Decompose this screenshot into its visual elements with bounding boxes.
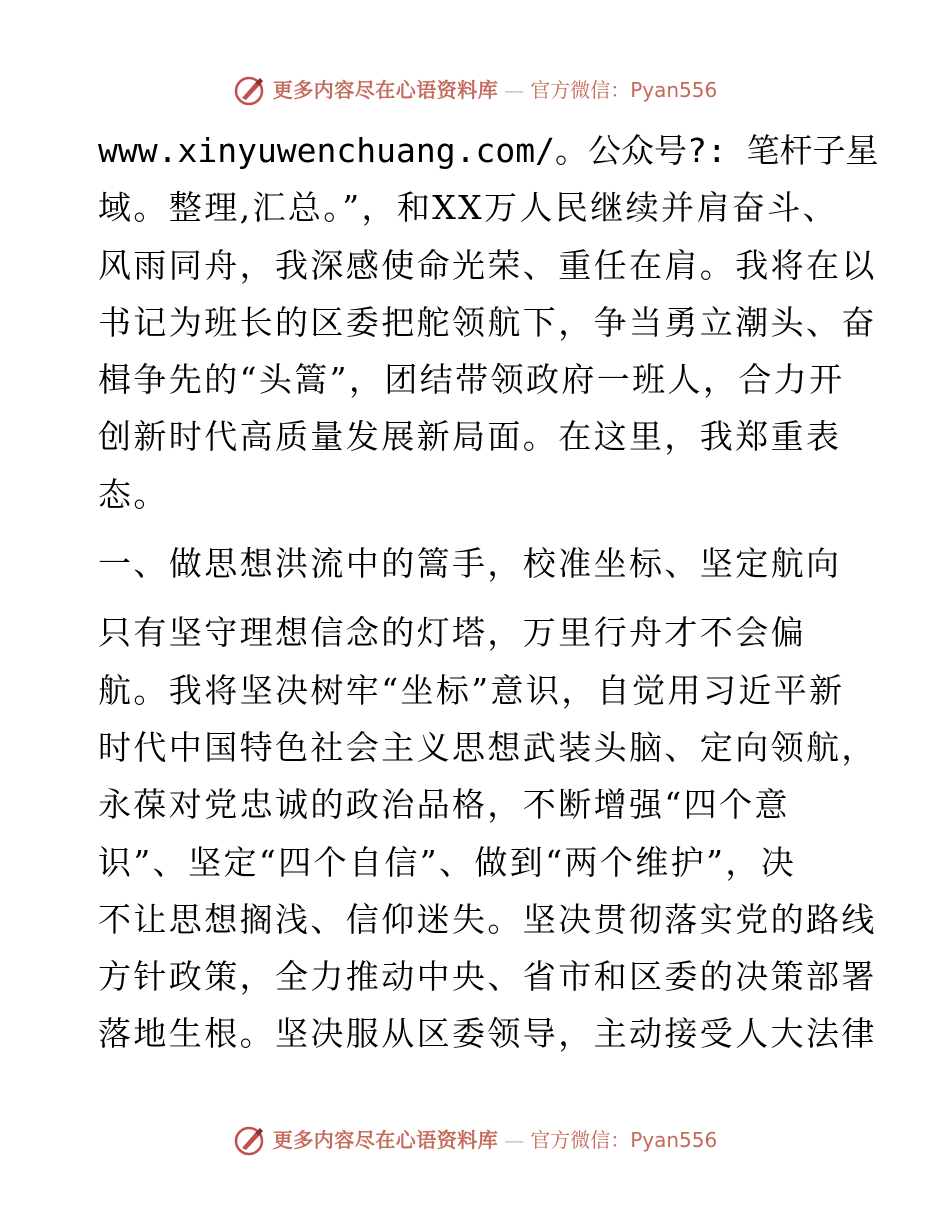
body-text (98, 122, 879, 1063)
text-line: 永葆对党忠诚的政治品格，不断增强“四个意 (98, 785, 790, 825)
text-line: 创新时代高质量发展新局面。在这里，我郑重表 (98, 417, 842, 457)
text-line: 时代中国特色社会主义思想武装头脑、定向领航， (98, 727, 877, 767)
text-line: 方针政策，全力推动中央、省市和区委的决策部署 (98, 957, 877, 997)
text-line: 楫争先的“头篙”，团结带领政府一班人，合力开 (98, 360, 845, 400)
text-line: 风雨同舟，我深感使命光荣、重任在肩。我将在以 (98, 245, 877, 285)
text-line: 落地生根。坚决服从区委领导，主动接受人大法律 (98, 1014, 877, 1054)
watermark-text: 更多内容尽在心语资料库 (272, 78, 499, 102)
watermark-separator: — (504, 78, 525, 102)
watermark-separator: — (504, 1128, 525, 1152)
pen-logo-icon (233, 73, 267, 107)
text-line: www.xinyuwenchuang.com/。公众号?: 笔杆子星 (98, 131, 879, 170)
watermark-text: 更多内容尽在心语资料库 (272, 1128, 499, 1152)
header-watermark (0, 70, 950, 110)
section-heading: 一、做思想洪流中的篙手，校准坐标、坚定航向 (98, 544, 842, 584)
watermark-brand: 官方微信：Pyan556 (530, 1128, 718, 1152)
text-line: 只有坚守理想信念的灯塔，万里行舟才不会偏 (98, 613, 806, 653)
pen-logo-icon (233, 1123, 267, 1157)
text-line: 书记为班长的区委把舵领航下，争当勇立潮头、奋 (98, 302, 877, 342)
footer-watermark (0, 1120, 950, 1160)
text-line: 域。整理,汇总。”，和XX万人民继续并肩奋斗、 (98, 188, 839, 228)
text-line: 识”、坚定“四个自信”、做到“两个维护”，决 (98, 842, 797, 882)
text-line: 不让思想搁浅、信仰迷失。坚决贯彻落实党的路线 (98, 899, 877, 939)
watermark-brand: 官方微信：Pyan556 (530, 78, 718, 102)
text-line: 航。我将坚决树牢“坐标”意识，自觉用习近平新 (98, 670, 845, 710)
text-line: 态。 (98, 474, 169, 514)
